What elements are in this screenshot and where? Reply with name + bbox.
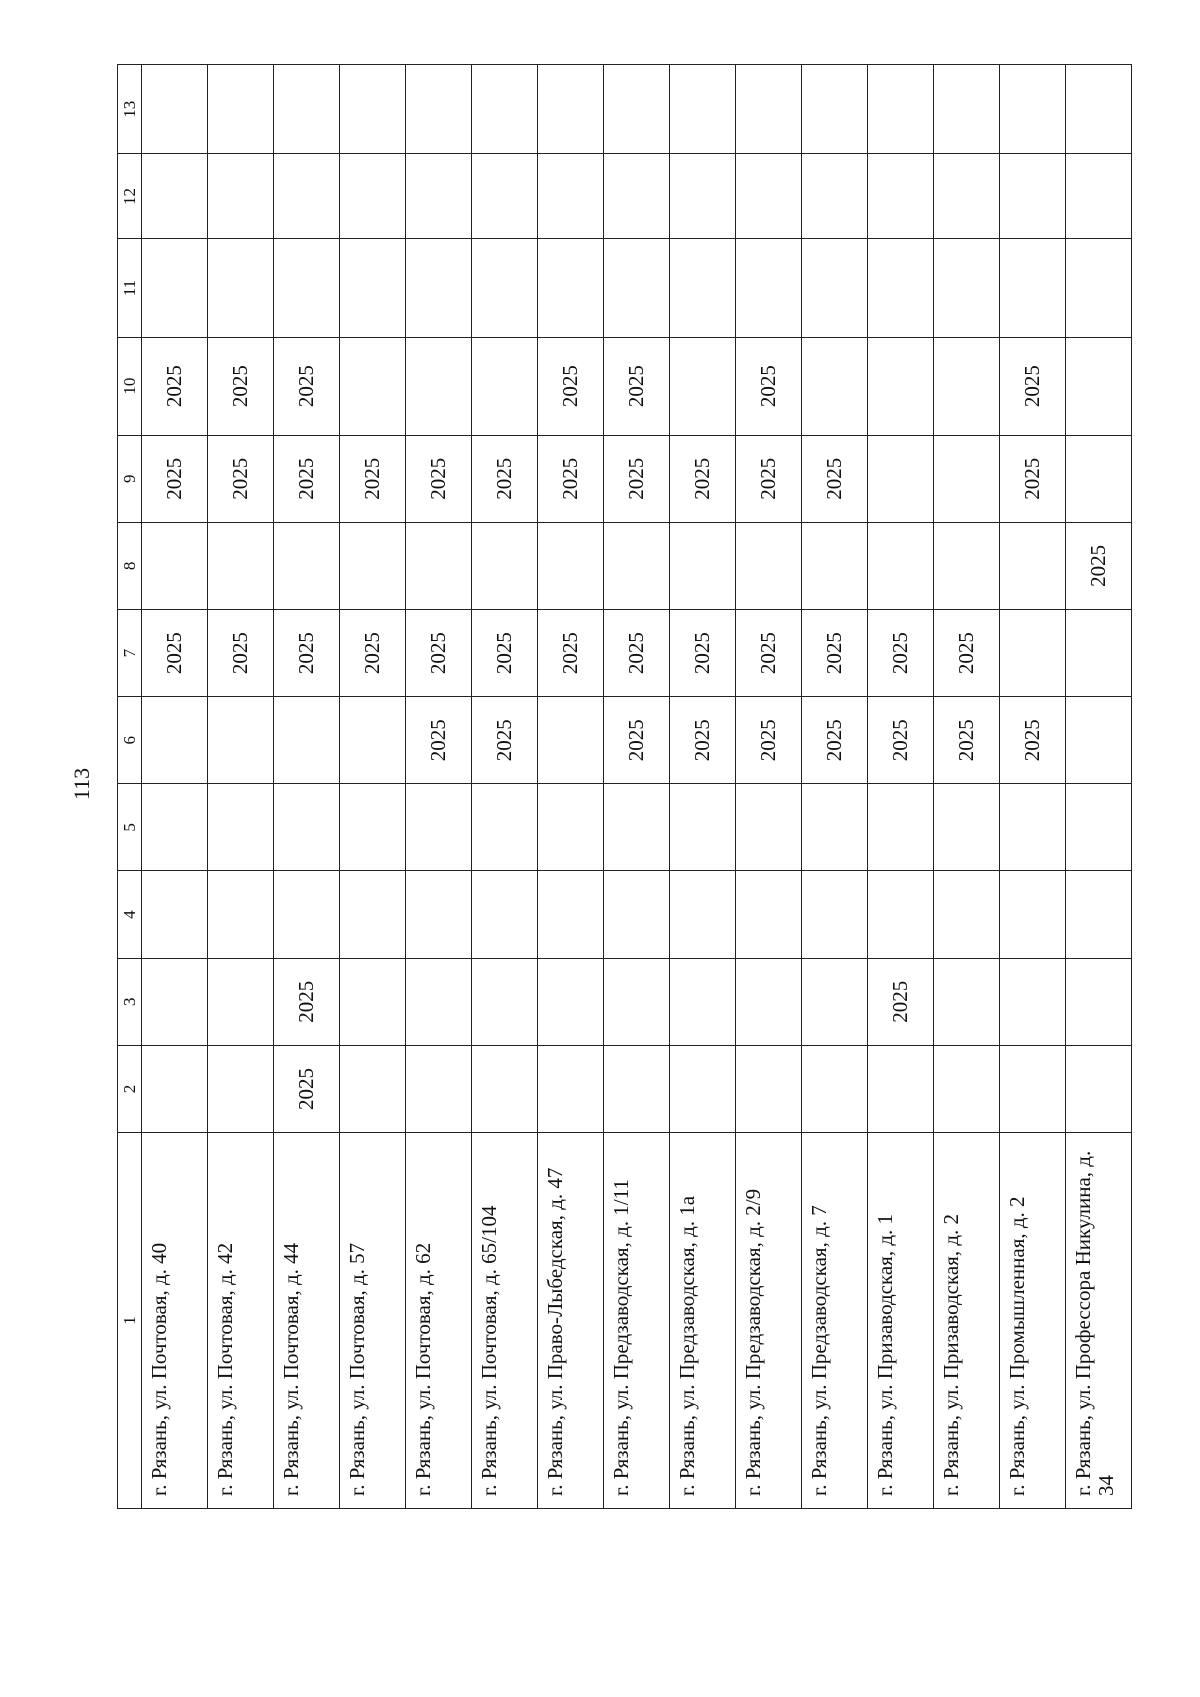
year-cell [802,65,868,154]
year-cell [538,958,604,1045]
year-cell [340,958,406,1045]
year-cell [1000,871,1066,958]
year-cell [604,522,670,609]
year-cell: 2025 [1000,697,1066,784]
year-cell [406,871,472,958]
year-cell [670,871,736,958]
year-cell [340,154,406,239]
year-cell: 2025 [736,697,802,784]
year-cell [406,958,472,1045]
header-cell: 1 [118,1133,142,1509]
year-cell [670,1045,736,1132]
address-cell: г. Рязань, ул. Право-Лыбедская, д. 47 [538,1133,604,1509]
address-cell: г. Рязань, ул. Почтовая, д. 40 [142,1133,208,1509]
year-cell [1000,522,1066,609]
year-cell [802,337,868,435]
year-cell [538,871,604,958]
year-cell [340,1045,406,1132]
table-row [340,65,406,1509]
year-cell [208,784,274,871]
year-cell [274,154,340,239]
year-cell: 2025 [406,609,472,696]
year-cell: 2025 [274,337,340,435]
year-cell [1066,337,1132,435]
table-row [604,65,670,1509]
year-cell [142,784,208,871]
address-cell: г. Рязань, ул. Призаводская, д. 2 [934,1133,1000,1509]
year-cell: 2025 [538,435,604,522]
year-cell [208,65,274,154]
year-cell [802,784,868,871]
year-cell [538,154,604,239]
year-cell [538,522,604,609]
year-cell [802,522,868,609]
address-cell: г. Рязань, ул. Призаводская, д. 1 [868,1133,934,1509]
address-cell: г. Рязань, ул. Предзаводская, д. 1/11 [604,1133,670,1509]
year-cell [1066,65,1132,154]
year-cell: 2025 [604,337,670,435]
year-cell: 2025 [934,697,1000,784]
year-cell [604,871,670,958]
page-number: 113 [69,767,94,801]
year-cell: 2025 [736,435,802,522]
year-cell [1000,1045,1066,1132]
year-cell [340,784,406,871]
year-cell [934,154,1000,239]
year-cell: 2025 [604,697,670,784]
year-cell [472,958,538,1045]
header-cell: 13 [118,65,142,154]
year-cell: 2025 [604,435,670,522]
year-cell [934,65,1000,154]
table-row [1066,65,1132,1509]
year-cell [538,239,604,337]
year-cell [208,239,274,337]
year-cell [406,239,472,337]
year-cell: 2025 [868,958,934,1045]
year-cell [670,522,736,609]
year-cell [1066,958,1132,1045]
year-cell [472,522,538,609]
year-cell [340,871,406,958]
year-cell: 2025 [1000,337,1066,435]
header-cell: 2 [118,1045,142,1132]
year-cell [208,1045,274,1132]
year-cell [274,65,340,154]
year-cell: 2025 [406,435,472,522]
year-cell: 2025 [142,435,208,522]
year-cell: 2025 [472,609,538,696]
year-cell [472,239,538,337]
year-cell [340,337,406,435]
year-cell [868,154,934,239]
year-cell [670,784,736,871]
year-cell [208,522,274,609]
table-row [538,65,604,1509]
year-cell [142,154,208,239]
year-cell [868,239,934,337]
table-row [406,65,472,1509]
header-cell: 12 [118,154,142,239]
year-cell [736,522,802,609]
header-cell: 7 [118,609,142,696]
year-cell [604,1045,670,1132]
year-cell: 2025 [670,697,736,784]
year-cell: 2025 [1000,435,1066,522]
year-cell [736,784,802,871]
year-cell [538,697,604,784]
year-cell [406,784,472,871]
year-cell [670,154,736,239]
year-cell: 2025 [670,609,736,696]
year-cell [142,871,208,958]
header-row [118,65,142,1509]
year-cell [868,435,934,522]
table-row [274,65,340,1509]
year-cell [142,958,208,1045]
year-cell: 2025 [208,337,274,435]
year-cell [934,871,1000,958]
year-cell [868,337,934,435]
year-cell [934,958,1000,1045]
year-cell [472,1045,538,1132]
year-cell [802,1045,868,1132]
year-cell: 2025 [736,337,802,435]
year-cell: 2025 [1066,522,1132,609]
year-cell: 2025 [538,337,604,435]
header-cell: 4 [118,871,142,958]
header-cell: 8 [118,522,142,609]
year-cell [142,1045,208,1132]
year-cell: 2025 [934,609,1000,696]
year-cell [340,239,406,337]
year-cell [472,65,538,154]
address-cell: г. Рязань, ул. Предзаводская, д. 7 [802,1133,868,1509]
year-cell [406,337,472,435]
year-cell [604,784,670,871]
year-cell [604,958,670,1045]
year-cell: 2025 [340,435,406,522]
year-cell [406,522,472,609]
year-cell [208,871,274,958]
year-cell: 2025 [802,435,868,522]
year-cell: 2025 [274,435,340,522]
year-cell [538,1045,604,1132]
table-row [934,65,1000,1509]
year-cell [1066,239,1132,337]
year-cell [934,435,1000,522]
year-cell [274,239,340,337]
year-cell [1000,239,1066,337]
year-cell [736,239,802,337]
year-cell [208,697,274,784]
address-cell: г. Рязань, ул. Профессора Никулина, д. 34 [1066,1133,1132,1509]
year-cell [340,65,406,154]
year-cell [472,784,538,871]
year-cell [934,337,1000,435]
year-cell [406,154,472,239]
year-cell [1066,697,1132,784]
table-row [736,65,802,1509]
address-cell: г. Рязань, ул. Предзаводская, д. 2/9 [736,1133,802,1509]
year-cell [1066,435,1132,522]
address-cell: г. Рязань, ул. Почтовая, д. 65/104 [472,1133,538,1509]
table-row [208,65,274,1509]
table-row [142,65,208,1509]
year-cell: 2025 [340,609,406,696]
address-cell: г. Рязань, ул. Почтовая, д. 42 [208,1133,274,1509]
year-cell [670,337,736,435]
address-cell: г. Рязань, ул. Предзаводская, д. 1а [670,1133,736,1509]
year-cell: 2025 [208,609,274,696]
year-cell [1000,784,1066,871]
year-cell [538,784,604,871]
year-cell [340,697,406,784]
year-cell: 2025 [670,435,736,522]
year-cell [802,154,868,239]
year-cell [934,1045,1000,1132]
year-cell [1000,154,1066,239]
year-cell [1066,154,1132,239]
year-cell [868,784,934,871]
header-cell: 11 [118,239,142,337]
year-cell [472,337,538,435]
year-cell [1066,871,1132,958]
year-cell: 2025 [274,958,340,1045]
year-cell [868,65,934,154]
year-cell [934,522,1000,609]
year-cell [934,239,1000,337]
year-cell [934,784,1000,871]
year-cell [274,784,340,871]
year-cell [406,65,472,154]
year-cell: 2025 [868,697,934,784]
header-cell: 3 [118,958,142,1045]
year-cell: 2025 [538,609,604,696]
year-cell: 2025 [142,609,208,696]
year-cell [472,871,538,958]
year-cell [274,697,340,784]
year-cell [604,239,670,337]
table-row [472,65,538,1509]
year-cell [274,871,340,958]
year-cell [472,154,538,239]
table-row [670,65,736,1509]
year-cell [1000,958,1066,1045]
year-cell: 2025 [802,697,868,784]
year-cell: 2025 [802,609,868,696]
year-cell: 2025 [604,609,670,696]
year-cell [142,239,208,337]
year-cell: 2025 [406,697,472,784]
schedule-table [117,64,1132,1509]
year-cell [1066,609,1132,696]
year-cell [604,65,670,154]
year-cell [1000,65,1066,154]
year-cell [736,1045,802,1132]
year-cell [670,65,736,154]
year-cell [802,958,868,1045]
year-cell [736,154,802,239]
year-cell [670,239,736,337]
address-cell: г. Рязань, ул. Почтовая, д. 62 [406,1133,472,1509]
year-cell [802,239,868,337]
year-cell [868,522,934,609]
year-cell [736,958,802,1045]
year-cell: 2025 [868,609,934,696]
table-container [117,64,1118,1509]
year-cell: 2025 [274,1045,340,1132]
year-cell [868,1045,934,1132]
year-cell [604,154,670,239]
year-cell: 2025 [274,609,340,696]
year-cell [736,65,802,154]
year-cell [142,697,208,784]
year-cell [208,958,274,1045]
header-cell: 9 [118,435,142,522]
year-cell [340,522,406,609]
year-cell [1066,784,1132,871]
header-cell: 6 [118,697,142,784]
year-cell [868,871,934,958]
year-cell: 2025 [142,337,208,435]
year-cell [406,1045,472,1132]
year-cell [736,871,802,958]
year-cell [208,154,274,239]
year-cell [1000,609,1066,696]
address-cell: г. Рязань, ул. Почтовая, д. 57 [340,1133,406,1509]
year-cell: 2025 [472,697,538,784]
year-cell [538,65,604,154]
year-cell: 2025 [208,435,274,522]
header-cell: 5 [118,784,142,871]
year-cell [142,65,208,154]
year-cell [1066,1045,1132,1132]
address-cell: г. Рязань, ул. Почтовая, д. 44 [274,1133,340,1509]
year-cell [142,522,208,609]
header-cell: 10 [118,337,142,435]
year-cell: 2025 [736,609,802,696]
year-cell [802,871,868,958]
year-cell [670,958,736,1045]
table-row [802,65,868,1509]
address-cell: г. Рязань, ул. Промышленная, д. 2 [1000,1133,1066,1509]
table-row [868,65,934,1509]
table-row [1000,65,1066,1509]
year-cell: 2025 [472,435,538,522]
year-cell [274,522,340,609]
